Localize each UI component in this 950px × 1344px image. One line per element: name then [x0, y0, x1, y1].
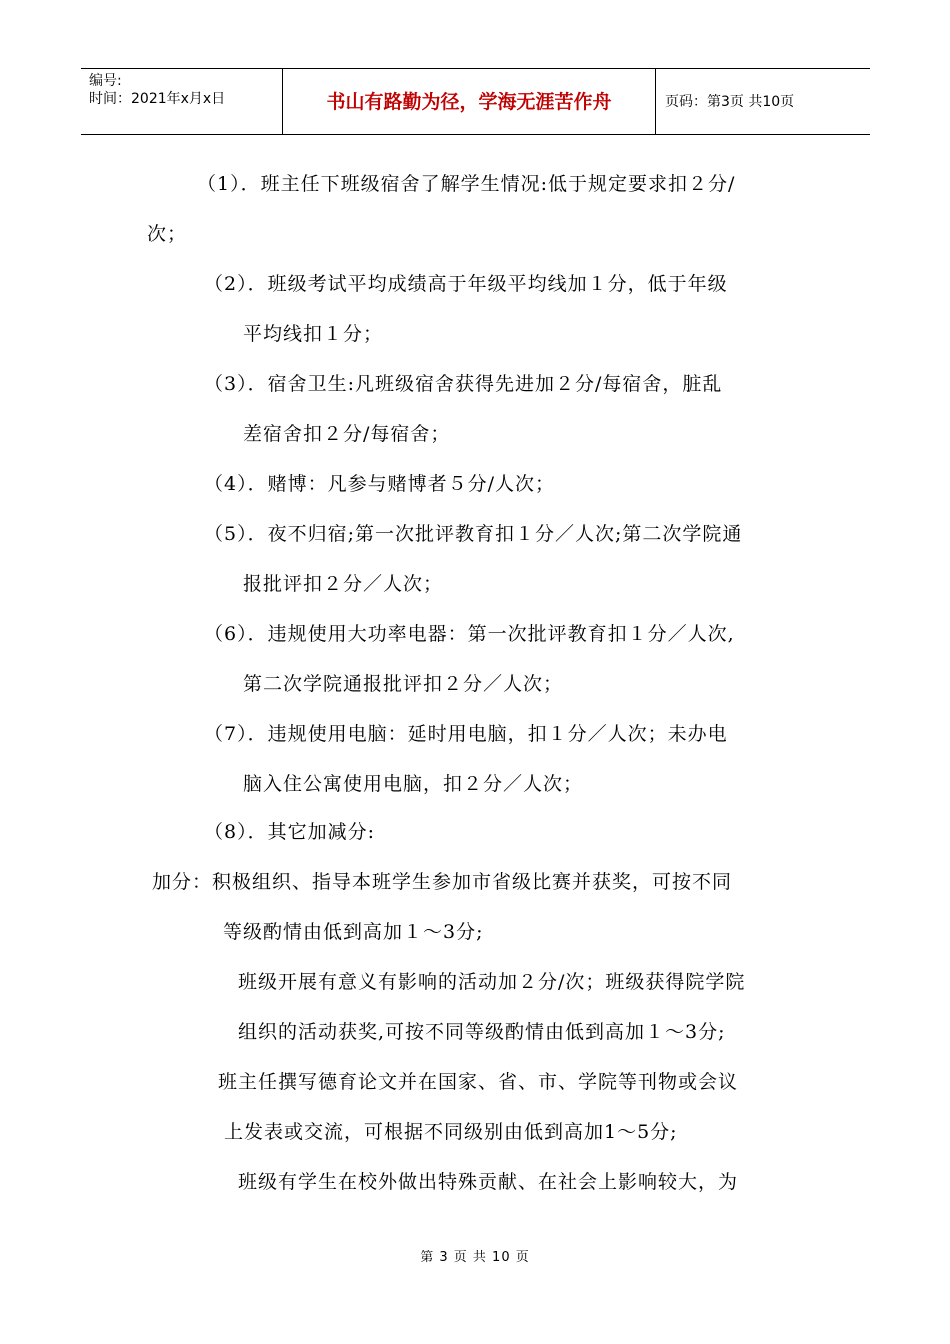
body-line: （8）．其它加减分:: [204, 821, 375, 843]
header-meta: [81, 69, 283, 134]
body-line: （7）．违规使用电脑：延时用电脑，扣１分／人次；未办电: [204, 723, 728, 745]
header-motto: 书山有路勤为径，学海无涯苦作舟: [283, 69, 656, 134]
body-line: 班级开展有意义有影响的活动加２分/次；班级获得院学院: [238, 971, 746, 993]
document-time-label: 时间：2021年x月x日: [89, 91, 226, 107]
header-page-info: 页码：第3页 共10页: [665, 94, 795, 110]
body-line: 组织的活动获奖,可按不同等级酌情由低到高加１～3分;: [238, 1021, 726, 1043]
document-number-label: 编号:: [89, 73, 122, 89]
body-line: 次；: [147, 223, 188, 245]
body-line: 报批评扣２分／人次；: [243, 573, 444, 595]
body-line: 等级酌情由低到高加１～3分;: [223, 921, 484, 943]
page-footer: 第 3 页 共 10 页: [420, 1250, 530, 1265]
body-line: （5）．夜不归宿;第一次批评教育扣１分／人次;第二次学院通: [204, 523, 743, 545]
body-line: 加分：积极组织、指导本班学生参加市省级比赛并获奖，可按不同: [152, 871, 733, 893]
body-line: 差宿舍扣２分/每宿舍；: [243, 423, 451, 445]
page-header: [81, 68, 870, 135]
body-line: （1）．班主任下班级宿舍了解学生情况:低于规定要求扣２分/: [197, 173, 736, 195]
body-line: （6）．违规使用大功率电器：第一次批评教育扣１分／人次,: [204, 623, 735, 645]
body-line: （3）．宿舍卫生:凡班级宿舍获得先进加２分/每宿舍，脏乱: [204, 373, 723, 395]
body-line: 班级有学生在校外做出特殊贡献、在社会上影响较大，为: [238, 1171, 739, 1193]
body-line: 班主任撰写德育论文并在国家、省、市、学院等刊物或会议: [218, 1071, 739, 1093]
body-line: （4）．赌博：凡参与赌博者５分/人次；: [204, 473, 555, 495]
body-line: （2）．班级考试平均成绩高于年级平均线加１分，低于年级: [204, 273, 728, 295]
body-line: 上发表或交流，可根据不同级别由低到高加1～5分;: [224, 1121, 678, 1143]
body-line: 平均线扣１分；: [243, 323, 384, 345]
body-line: 第二次学院通报批评扣２分／人次；: [243, 673, 564, 695]
body-line: 脑入住公寓使用电脑，扣２分／人次；: [243, 773, 584, 795]
